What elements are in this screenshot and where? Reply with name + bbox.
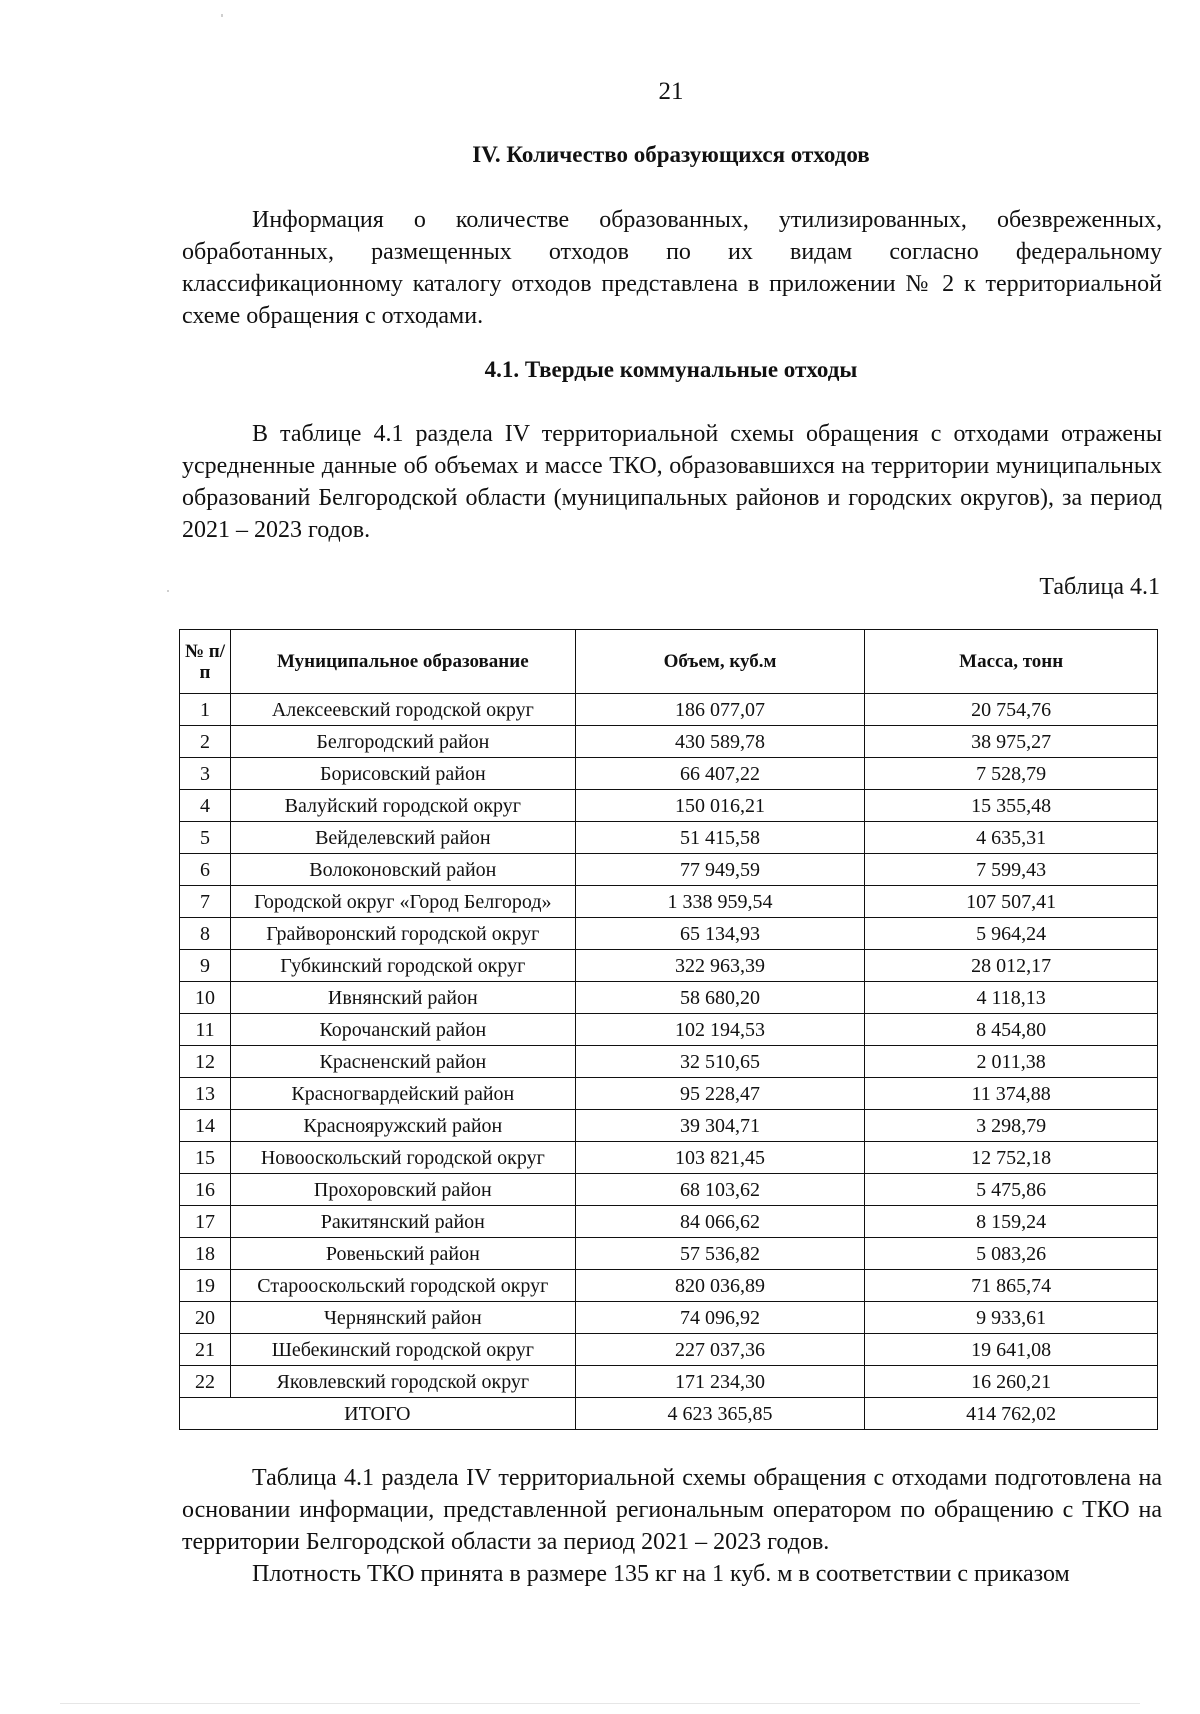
cell-name: Ровеньский район [230,1238,575,1270]
table-row [180,726,1158,758]
cell-mass: 71 865,74 [865,1270,1158,1302]
cell-volume: 227 037,36 [575,1334,865,1366]
cell-volume: 150 016,21 [575,790,865,822]
cell-volume: 95 228,47 [575,1078,865,1110]
cell-name: Волоконовский район [230,854,575,886]
cell-volume: 74 096,92 [575,1302,865,1334]
table-row [180,950,1158,982]
cell-volume: 171 234,30 [575,1366,865,1398]
cell-mass: 107 507,41 [865,886,1158,918]
cell-volume: 58 680,20 [575,982,865,1014]
scan-mark [167,590,169,592]
cell-num: 6 [180,854,231,886]
cell-name: Алексеевский городской округ [230,694,575,726]
cell-name: Ракитянский район [230,1206,575,1238]
cell-name: Старооскольский городской округ [230,1270,575,1302]
table-row [180,1366,1158,1398]
cell-mass: 12 752,18 [865,1142,1158,1174]
header-mass: Масса, тонн [865,630,1158,694]
total-volume: 4 623 365,85 [575,1398,865,1430]
cell-volume: 51 415,58 [575,822,865,854]
table-row [180,1046,1158,1078]
cell-num: 12 [180,1046,231,1078]
cell-name: Городской округ «Город Белгород» [230,886,575,918]
cell-volume: 68 103,62 [575,1174,865,1206]
cell-volume: 1 338 959,54 [575,886,865,918]
table-row [180,1302,1158,1334]
cell-num: 10 [180,982,231,1014]
cell-name: Новооскольский городской округ [230,1142,575,1174]
table-row [180,1270,1158,1302]
table-row [180,1174,1158,1206]
cell-num: 22 [180,1366,231,1398]
cell-name: Вейделевский район [230,822,575,854]
table-row [180,982,1158,1014]
total-mass: 414 762,02 [865,1398,1158,1430]
cell-name: Краснояружский район [230,1110,575,1142]
cell-name: Прохоровский район [230,1174,575,1206]
cell-name: Грайворонский городской округ [230,918,575,950]
cell-name: Красногвардейский район [230,1078,575,1110]
cell-num: 3 [180,758,231,790]
cell-mass: 3 298,79 [865,1110,1158,1142]
header-municipality: Муниципальное образование [230,630,575,694]
cell-volume: 322 963,39 [575,950,865,982]
subsection-title: 4.1. Твердые коммунальные отходы [484,357,858,382]
cell-mass: 7 599,43 [865,854,1158,886]
cell-volume: 84 066,62 [575,1206,865,1238]
cell-volume: 66 407,22 [575,758,865,790]
cell-volume: 77 949,59 [575,854,865,886]
cell-num: 11 [180,1014,231,1046]
cell-num: 18 [180,1238,231,1270]
cell-name: Яковлевский городской округ [230,1366,575,1398]
cell-name: Чернянский район [230,1302,575,1334]
cell-mass: 2 011,38 [865,1046,1158,1078]
cell-volume: 102 194,53 [575,1014,865,1046]
table-row [180,1206,1158,1238]
cell-mass: 11 374,88 [865,1078,1158,1110]
table-intro-paragraph-text: В таблице 4.1 раздела IV территориальной схемы обращения с отходами отражены усредненные данные об объемах и массе ТКО, образовавшихся на территории муниципальных образований Белгородской области (муниципальных районов и городских округов), за период 2021 – 2023 годов. [182,421,1162,543]
cell-num: 19 [180,1270,231,1302]
cell-volume: 430 589,78 [575,726,865,758]
cell-mass: 4 118,13 [865,982,1158,1014]
cell-mass: 8 454,80 [865,1014,1158,1046]
cell-num: 9 [180,950,231,982]
cell-mass: 5 964,24 [865,918,1158,950]
header-volume: Объем, куб.м [575,630,865,694]
cell-num: 1 [180,694,231,726]
cell-num: 2 [180,726,231,758]
after-table-paragraph: Таблица 4.1 раздела IV территориальной схемы обращения с отходами подготовлена на основании информации, представленной региональным оператором по обращению с ТКО на территории Белгородской области за период 2021 – 2023 годов. [182,1465,1162,1555]
cell-volume: 65 134,93 [575,918,865,950]
cell-num: 13 [180,1078,231,1110]
table-row [180,1110,1158,1142]
table-row [180,1238,1158,1270]
intro-paragraph [182,204,1162,332]
cell-name: Ивнянский район [230,982,575,1014]
cell-volume: 103 821,45 [575,1142,865,1174]
cell-name: Борисовский район [230,758,575,790]
table-row [180,758,1158,790]
cell-name: Валуйский городской округ [230,790,575,822]
cell-mass: 9 933,61 [865,1302,1158,1334]
table-row [180,1078,1158,1110]
cell-volume: 57 536,82 [575,1238,865,1270]
cell-volume: 186 077,07 [575,694,865,726]
cell-mass: 16 260,21 [865,1366,1158,1398]
cell-num: 16 [180,1174,231,1206]
section-title: IV. Количество образующихся отходов [472,142,870,167]
cell-name: Белгородский район [230,726,575,758]
cell-num: 8 [180,918,231,950]
header-num: № п/п [180,630,231,694]
after-table-text [182,1462,1162,1590]
table-row [180,886,1158,918]
cell-volume: 820 036,89 [575,1270,865,1302]
intro-paragraph-text: Информация о количестве образованных, утилизированных, обезвреженных, обработанных, размещенных отходов по их видам согласно федеральному классификационному каталогу отходов представлена в приложении № 2 к территориальной схеме обращения с отходами. [182,207,1162,329]
cell-num: 20 [180,1302,231,1334]
table-header-row [180,630,1158,694]
cell-name: Губкинский городской округ [230,950,575,982]
cell-mass: 5 475,86 [865,1174,1158,1206]
waste-table [179,629,1158,1430]
cell-mass: 4 635,31 [865,822,1158,854]
table-row [180,1334,1158,1366]
table-caption: Таблица 4.1 [1039,574,1160,600]
cell-mass: 38 975,27 [865,726,1158,758]
table-row [180,822,1158,854]
cell-mass: 15 355,48 [865,790,1158,822]
cell-num: 15 [180,1142,231,1174]
table-row [180,1142,1158,1174]
cell-mass: 20 754,76 [865,694,1158,726]
cell-volume: 39 304,71 [575,1110,865,1142]
cell-mass: 19 641,08 [865,1334,1158,1366]
table-row [180,918,1158,950]
cell-mass: 5 083,26 [865,1238,1158,1270]
cell-num: 21 [180,1334,231,1366]
table-row [180,790,1158,822]
cell-name: Шебекинский городской округ [230,1334,575,1366]
cell-name: Корочанский район [230,1014,575,1046]
cell-volume: 32 510,65 [575,1046,865,1078]
cell-mass: 28 012,17 [865,950,1158,982]
scan-mark [221,14,223,17]
cell-num: 4 [180,790,231,822]
total-label: ИТОГО [180,1398,576,1430]
table-intro-paragraph [182,418,1162,546]
cell-num: 17 [180,1206,231,1238]
page-number: 21 [658,78,684,105]
table-row [180,854,1158,886]
table-row [180,1014,1158,1046]
cell-mass: 8 159,24 [865,1206,1158,1238]
cell-num: 7 [180,886,231,918]
cell-name: Красненский район [230,1046,575,1078]
cell-num: 14 [180,1110,231,1142]
cell-mass: 7 528,79 [865,758,1158,790]
after-table-paragraph: Плотность ТКО принята в размере 135 кг на 1 куб. м в соответствии с приказом [252,1561,1070,1587]
table-row [180,694,1158,726]
table-total-row [180,1398,1158,1430]
scan-mark [60,1703,1140,1704]
cell-num: 5 [180,822,231,854]
